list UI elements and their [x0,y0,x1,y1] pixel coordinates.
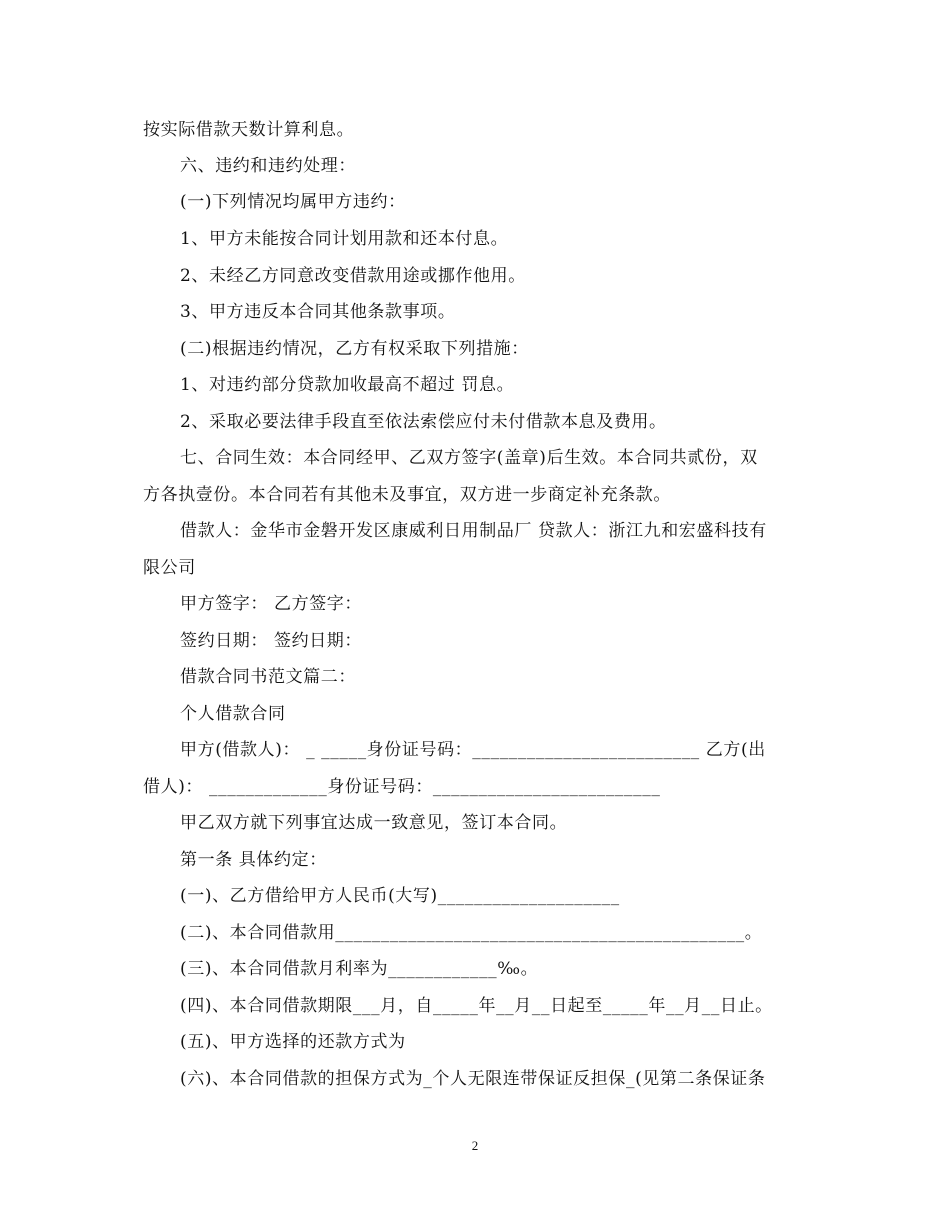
paragraph-line: 2、未经乙方同意改变借款用途或挪作他用。 [180,266,526,286]
section-heading: 借款合同书范文篇二： [180,667,356,687]
paragraph-line: 2、采取必要法律手段直至依法索偿应付未付借款本息及费用。 [180,412,667,432]
page-number: 2 [471,1138,479,1153]
paragraph-line: (四)、本合同借款期限___月，自_____年__月__日起至_____年__月__日止。 [180,996,773,1016]
paragraph-line: 借人)： _____________身份证号码：_________________________ [143,777,661,797]
paragraph-line: 甲乙双方就下列事宜达成一致意见，签订本合同。 [180,813,568,833]
paragraph-line: 3、甲方违反本合同其他条款事项。 [180,302,456,322]
paragraph-line: (二)根据违约情况，乙方有权采取下列措施： [180,339,529,359]
paragraph-line: 1、对违约部分贷款加收最高不超过 罚息。 [180,375,515,395]
paragraph-line: (一)、乙方借给甲方人民币(大写)____________________ [180,886,620,906]
paragraph-line: (三)、本合同借款月利率为____________‰。 [180,959,539,979]
paragraph-line: 1、甲方未能按合同计划用款和还本付息。 [180,229,509,249]
paragraph-line: 限公司 [143,558,196,578]
date-line: 签约日期： 签约日期： [180,631,363,651]
document-title: 个人借款合同 [180,704,286,724]
paragraph-line: (五)、甲方选择的还款方式为 [180,1032,406,1052]
paragraph-line: 借款人：金华市金磐开发区康威利日用制品厂 贷款人：浙江九和宏盛科技有 [180,521,767,541]
paragraph-line: 按实际借款天数计算利息。 [143,120,355,140]
paragraph-line: (六)、本合同借款的担保方式为_个人无限连带保证反担保_(见第二条保证条 [180,1069,766,1089]
section-heading: 第一条 具体约定： [180,850,327,870]
section-heading: 六、违约和违约处理： [180,156,356,176]
paragraph-line: (二)、本合同借款用_____________________________________________。 [180,923,763,943]
paragraph-line: 甲方(借款人)： _ _____身份证号码：_________________________ 乙方(出 [180,740,766,760]
section-heading: 七、合同生效：本合同经甲、乙双方签字(盖章)后生效。本合同共贰份，双 [180,448,758,468]
paragraph-line: (一)下列情况均属甲方违约： [180,192,406,212]
paragraph-line: 方各执壹份。本合同若有其他未及事宜，双方进一步商定补充条款。 [143,485,671,505]
signature-line: 甲方签字： 乙方签字： [180,594,363,614]
